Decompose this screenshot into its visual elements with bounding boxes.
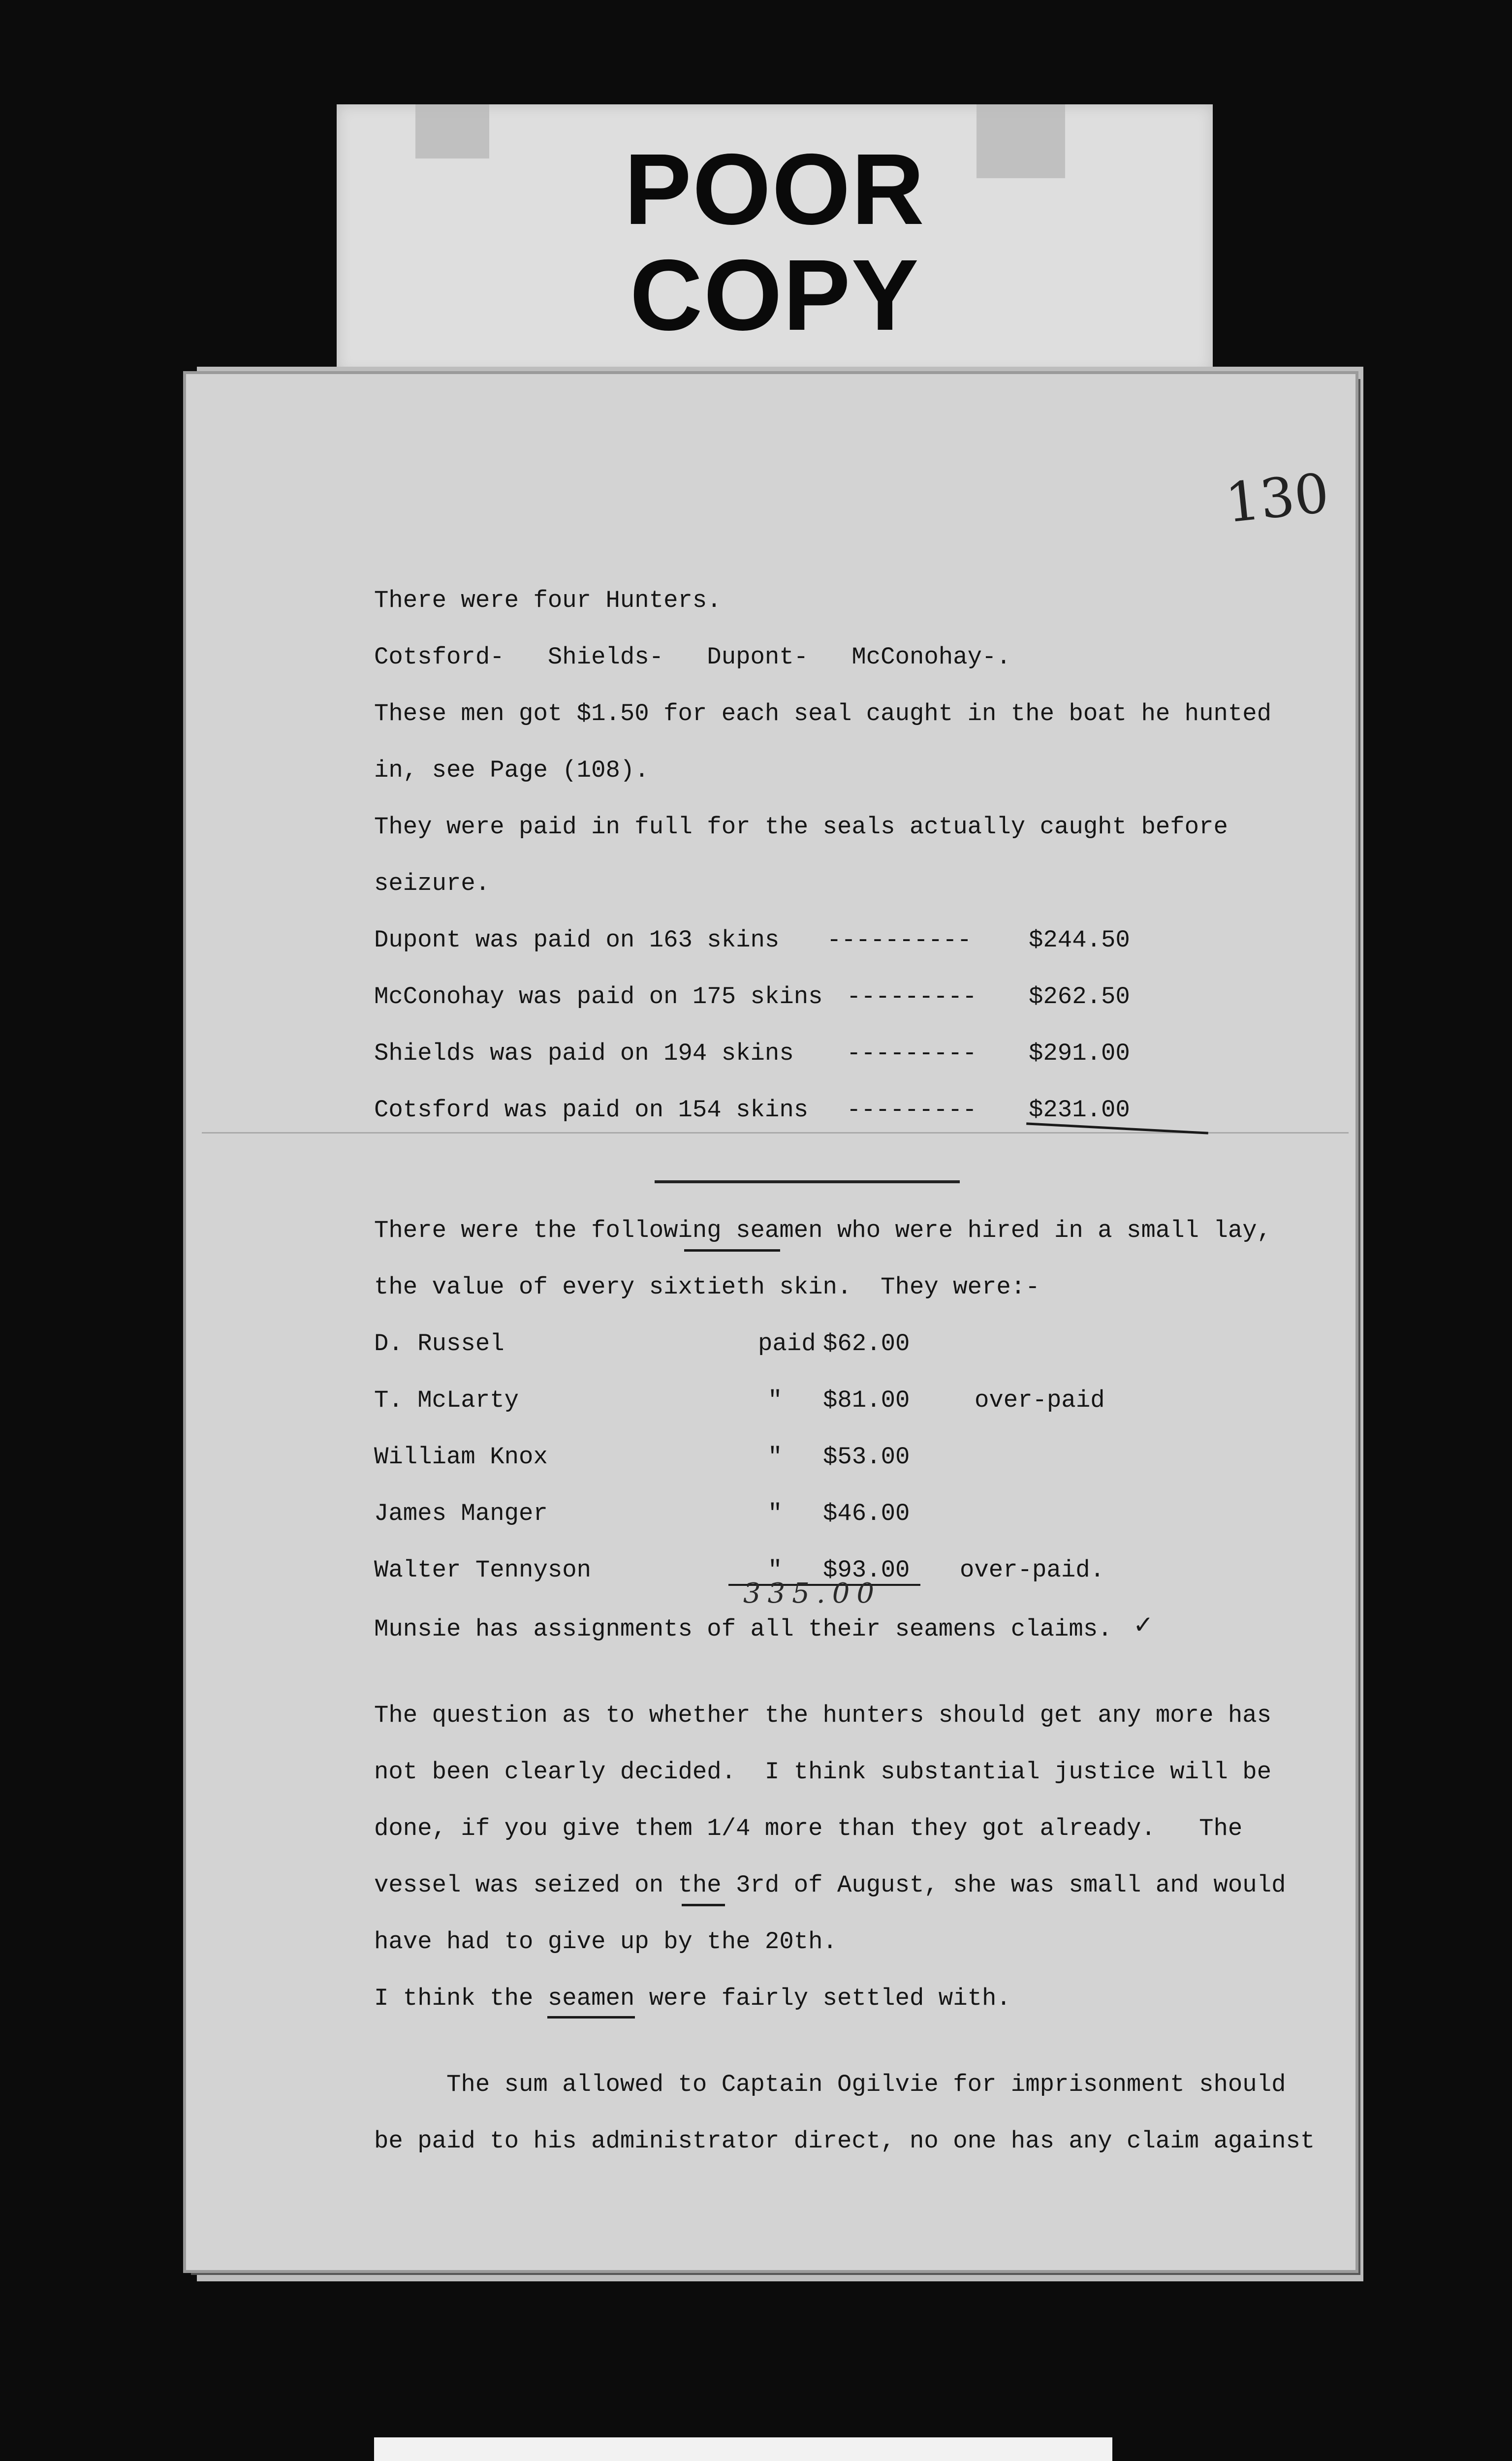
- intro-line: They were paid in full for the seals actually caught before: [374, 813, 1228, 841]
- seaman-note: over-paid: [975, 1387, 1105, 1414]
- seamen-intro-line: There were the following seamen who were hired in a small lay,: [374, 1217, 1272, 1244]
- intro-line: These men got $1.50 for each seal caught in the boat he hunted: [374, 700, 1272, 727]
- seaman-paid: ": [768, 1443, 783, 1471]
- hunter-dashes: ---------: [847, 983, 977, 1010]
- underline-3rd: [682, 1904, 725, 1906]
- seaman-name: William Knox: [374, 1443, 548, 1471]
- paragraph-line: The sum allowed to Captain Ogilvie for imprisonment should: [374, 2071, 1286, 2098]
- page-number: 130: [1222, 461, 1332, 535]
- hunter-dashes: ---------: [847, 1096, 977, 1124]
- seaman-name: D. Russel: [374, 1330, 504, 1357]
- poor-copy-label: [337, 104, 1213, 374]
- paragraph-line: have had to give up by the 20th.: [374, 1928, 837, 1956]
- hunter-amount: $231.00: [1029, 1096, 1130, 1124]
- seaman-amount: $81.00: [823, 1387, 910, 1414]
- check-mark-icon: ✓: [1133, 1610, 1154, 1639]
- paragraph-line: not been clearly decided. I think substantial justice will be: [374, 1758, 1272, 1786]
- munsie-line: Munsie has assignments of all their seamens claims.: [374, 1615, 1112, 1643]
- seamen-intro-line: the value of every sixtieth skin. They were:-: [374, 1273, 1040, 1301]
- intro-line: seizure.: [374, 870, 490, 897]
- poor-copy-line-1: POOR: [624, 133, 925, 246]
- poor-copy-line-2: COPY: [630, 239, 920, 351]
- seaman-paid: paid: [758, 1330, 816, 1357]
- reference-strip: [374, 2437, 1112, 2461]
- paragraph-line: done, if you give them 1/4 more than they got already. The: [374, 1815, 1243, 1842]
- paragraph-line: vessel was seized on the 3rd of August, she was small and would: [374, 1871, 1286, 1899]
- seaman-amount: $93.00: [823, 1556, 910, 1584]
- hunter-text: Shields was paid on 194 skins: [374, 1040, 794, 1067]
- seaman-paid: ": [768, 1556, 783, 1584]
- seaman-amount: $62.00: [823, 1330, 910, 1357]
- paragraph-line: I think the seamen were fairly settled with.: [374, 1985, 1011, 2012]
- intro-line: There were four Hunters.: [374, 587, 722, 614]
- hunter-amount: $244.50: [1029, 926, 1130, 954]
- seaman-amount: $46.00: [823, 1500, 910, 1527]
- intro-line: in, see Page (108).: [374, 757, 649, 784]
- underline-seamen-2: [547, 2016, 635, 2019]
- hunter-amount: $262.50: [1029, 983, 1130, 1010]
- seaman-name: James Manger: [374, 1500, 548, 1527]
- hunter-dashes: ---------: [847, 1040, 977, 1067]
- hunter-text: Dupont was paid on 163 skins: [374, 926, 780, 954]
- paragraph-line: be paid to his administrator direct, no one has any claim against: [374, 2127, 1315, 2155]
- seaman-name: T. McLarty: [374, 1387, 519, 1414]
- seaman-note: over-paid.: [960, 1556, 1105, 1584]
- handwritten-total: 335.00: [743, 1578, 881, 1609]
- hunter-amount: $291.00: [1029, 1040, 1130, 1067]
- hunter-text: Cotsford was paid on 154 skins: [374, 1096, 809, 1124]
- intro-line: Cotsford- Shields- Dupont- McConohay-.: [374, 643, 1011, 671]
- paragraph-line: The question as to whether the hunters should get any more has: [374, 1702, 1272, 1729]
- hunter-text: McConohay was paid on 175 skins: [374, 983, 823, 1010]
- seaman-paid: ": [768, 1500, 783, 1527]
- underline-seamen: [684, 1249, 780, 1252]
- seaman-name: Walter Tennyson: [374, 1556, 592, 1584]
- seaman-paid: ": [768, 1387, 783, 1414]
- seaman-amount: $53.00: [823, 1443, 910, 1471]
- hunter-dashes: ----------: [827, 926, 972, 954]
- section-separator: [655, 1180, 960, 1183]
